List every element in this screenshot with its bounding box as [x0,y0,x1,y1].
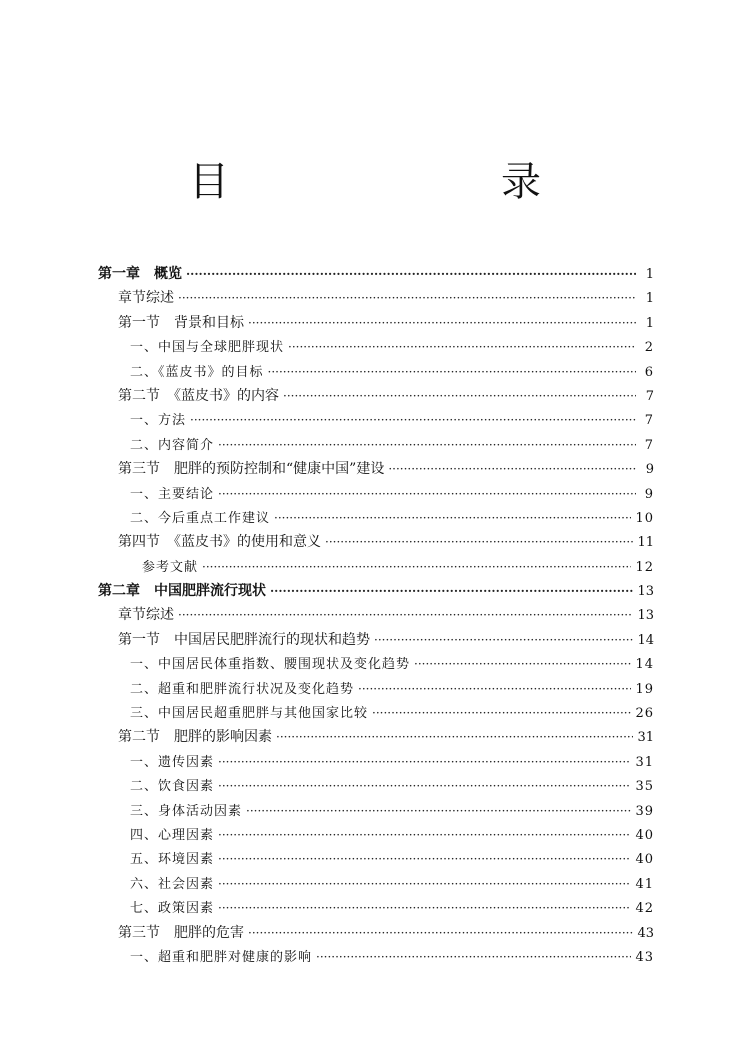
toc-leader-dots [283,384,636,408]
toc-entry[interactable] [98,896,654,920]
toc-leader-dots [374,628,633,652]
toc-leader-dots [388,457,636,481]
toc-entry[interactable] [98,335,654,359]
toc-entry[interactable] [98,603,654,627]
toc-entry[interactable] [98,799,654,823]
toc-entry[interactable] [98,774,654,798]
toc-entry-page-number: 1 [645,291,654,307]
toc-entry-page-number: 7 [644,413,654,429]
toc-entry[interactable] [98,482,654,506]
toc-leader-dots [186,262,636,286]
toc-entry-label: 第三节 肥胖的预防控制和“健康中国”建设 [118,461,385,478]
toc-entry-label: 三、身体活动因素 [130,803,243,819]
toc-entry-label: 第一章 概览 [98,266,182,282]
toc-entry-page-number: 14 [637,632,654,648]
toc-entry-page-number: 10 [635,510,654,526]
toc-entry[interactable] [98,408,654,432]
toc-entry-label: 第一节 背景和目标 [118,314,244,331]
toc-entry-label: 二、超重和肥胖流行状况及变化趋势 [130,681,355,697]
toc-entry-label: 二、饮食因素 [130,779,215,795]
toc-entry-label: 四、心理因素 [130,827,215,843]
toc-entry-label: 一、中国居民体重指数、腰围现状及变化趋势 [130,657,411,673]
toc-entry-label: 一、遗传因素 [130,754,215,770]
toc-leader-dots [218,872,631,896]
toc-entry-label: 二、今后重点工作建议 [130,510,271,526]
toc-entry-label: 参考文献 [142,559,199,575]
toc-entry-page-number: 40 [635,827,654,843]
toc-entry-label: 一、中国与全球肥胖现状 [130,340,285,356]
toc-entry-label: 三、中国居民超重肥胖与其他国家比较 [130,706,369,722]
toc-entry[interactable] [98,652,654,676]
toc-entry[interactable] [98,945,654,969]
toc-entry-label: 一、主要结论 [130,486,215,502]
toc-entry-page-number: 6 [644,364,654,380]
toc-leader-dots [178,286,636,310]
toc-entry-label: 第二章 中国肥胖流行现状 [98,583,266,600]
toc-entry[interactable] [98,725,654,749]
toc-leader-dots [218,896,631,920]
toc-entry-label: 二、《蓝皮书》的目标 [130,364,264,380]
toc-leader-dots [178,603,633,627]
toc-leader-dots [358,677,631,701]
toc-entry-label: 二、内容简介 [130,437,215,453]
toc-entry-page-number: 1 [645,267,654,282]
toc-entry-page-number: 19 [635,681,654,697]
toc-leader-dots [248,921,633,945]
toc-entry[interactable] [98,433,654,457]
toc-entry-page-number: 7 [644,437,654,453]
toc-entry-page-number: 9 [644,486,654,502]
toc-entry-page-number: 42 [635,901,654,917]
toc-entry-label: 章节综述 [118,607,174,624]
toc-leader-dots [246,799,631,823]
toc-entry-page-number: 13 [637,608,654,624]
toc-entry[interactable] [98,555,654,579]
page-title: 目 录 [189,159,605,205]
toc-leader-dots [276,725,633,749]
toc-entry-page-number: 1 [645,315,654,331]
toc-leader-dots [288,335,636,359]
toc-entry-label: 第三节 肥胖的危害 [118,924,244,941]
toc-entry-label: 第四节 《蓝皮书》的使用和意义 [118,534,321,551]
toc-entry[interactable] [98,384,654,408]
toc-entry[interactable] [98,506,654,530]
toc-entry-label: 五、环境因素 [130,852,215,868]
toc-leader-dots [218,750,631,774]
toc-entry-label: 一、超重和肥胖对健康的影响 [130,949,313,965]
toc-entry-page-number: 11 [637,535,654,551]
toc-entry[interactable] [98,628,654,652]
toc-entry-page-number: 39 [635,803,654,819]
toc-leader-dots [268,360,636,384]
toc-leader-dots [270,579,633,603]
toc-leader-dots [316,945,631,969]
toc-entry-label: 章节综述 [118,290,174,307]
toc-entry[interactable] [98,530,654,554]
toc-entry-page-number: 2 [644,340,654,356]
toc-entry-page-number: 31 [635,754,654,770]
toc-leader-dots [218,482,636,506]
toc-entry[interactable] [98,872,654,896]
toc-entry[interactable] [98,750,654,774]
toc-entry-page-number: 41 [635,876,654,892]
toc-entry-page-number: 43 [637,925,654,941]
toc-entry[interactable] [98,286,654,310]
toc-leader-dots [218,847,631,871]
toc-leader-dots [218,433,636,457]
toc-entry-page-number: 13 [637,584,654,600]
toc-entry-page-number: 26 [635,706,654,722]
toc-entry[interactable] [98,823,654,847]
toc-leader-dots [202,555,631,579]
toc-entry[interactable] [98,921,654,945]
toc-entry-label: 七、政策因素 [130,901,215,917]
toc-entry[interactable] [98,360,654,384]
toc-leader-dots [414,652,631,676]
toc-leader-dots [190,408,636,432]
toc-entry-page-number: 9 [645,462,654,478]
toc-entry-label: 第一节 中国居民肥胖流行的现状和趋势 [118,631,370,648]
toc-entry[interactable] [98,701,654,725]
toc-entry-page-number: 43 [635,949,654,965]
toc-entry[interactable] [98,262,654,286]
toc-entry-page-number: 12 [635,559,654,575]
toc-entry[interactable] [98,677,654,701]
toc-leader-dots [372,701,631,725]
toc-entry-page-number: 7 [645,388,654,404]
toc-leader-dots [274,506,631,530]
toc-leader-dots [218,823,631,847]
toc-entry[interactable] [98,847,654,871]
toc-entry[interactable] [98,579,654,603]
toc-leader-dots [248,311,636,335]
toc-entry-page-number: 31 [637,730,654,746]
toc-entry-label: 六、社会因素 [130,876,215,892]
toc-leader-dots [218,774,631,798]
toc-entry-label: 第二节 《蓝皮书》的内容 [118,387,279,404]
toc-leader-dots [325,530,633,554]
toc-entry-page-number: 40 [635,852,654,868]
toc-entry-page-number: 35 [635,779,654,795]
toc-entry[interactable] [98,311,654,335]
toc-entry-label: 第二节 肥胖的影响因素 [118,729,272,746]
table-of-contents [98,262,654,969]
toc-entry-page-number: 14 [635,657,654,673]
toc-entry-label: 一、方法 [130,413,187,429]
toc-entry[interactable] [98,457,654,481]
